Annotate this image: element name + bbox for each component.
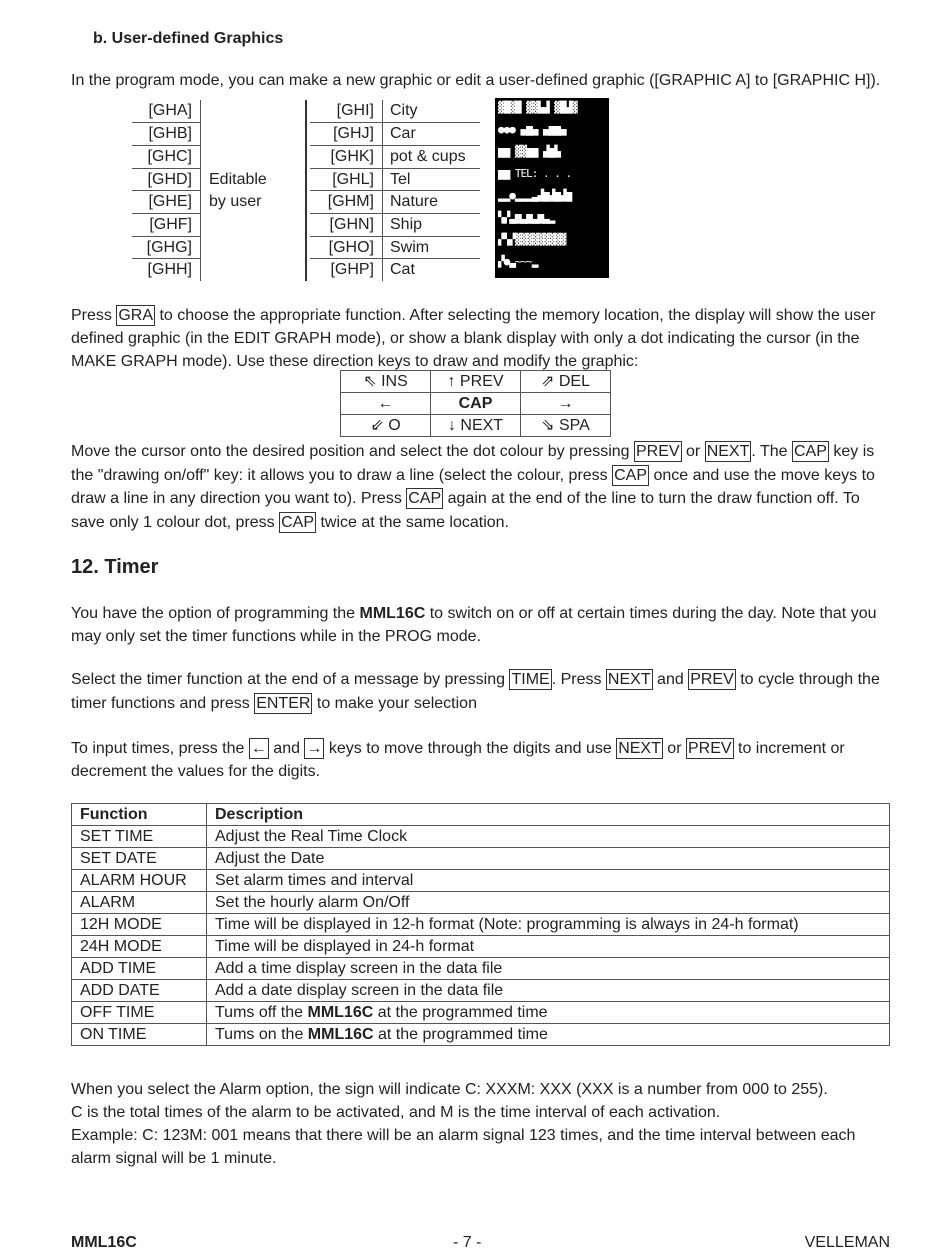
section-heading: b. User-defined Graphics: [93, 30, 284, 47]
preset-code: [GHO]: [328, 239, 374, 256]
table-row: ON TIME Tums on the MML16C at the programmed time: [72, 1024, 890, 1046]
preset-name: Tel: [390, 171, 411, 188]
timer-input-paragraph: To input times, press the ← and → keys to move through the digits and use NEXT or PREV to increment or decrement the values for the digits.: [71, 740, 845, 780]
key-right: →: [521, 393, 611, 415]
editable-code: [GHF]: [149, 216, 192, 233]
preset-code: [GHK]: [330, 148, 374, 165]
editable-code: [GHC]: [147, 148, 192, 165]
editable-label: Editable: [209, 171, 267, 188]
table-row: ALARM HOUR Set alarm times and interval: [72, 870, 890, 892]
key-del: ⇗ DEL: [521, 371, 611, 393]
editable-code: [GHD]: [147, 171, 192, 188]
preset-code: [GHN]: [329, 216, 374, 233]
preset-code: [GHJ]: [333, 125, 374, 142]
alarm-paragraph: When you select the Alarm option, the sign will indicate C: XXXM: XXX (XXX is a number from 000 to 255). C is the total times of the alarm to be activated, and M is the time interval of each activation. Example: C: 123M: 001 means that there will be an alarm signal 123 times, and the time interval between each alarm signal will be 1 minute.: [71, 1081, 856, 1167]
key-o: ⇙ O: [341, 415, 431, 437]
preset-name: Cat: [390, 261, 415, 278]
bitmap-row: ▆▆ ▓▓▆▆ ▟▆▙: [498, 145, 560, 158]
key-gra: GRA: [118, 307, 154, 324]
footer-model: MML16C: [71, 1234, 137, 1251]
bitmap-row: ▆▆ TEL: . . .: [498, 167, 572, 180]
bitmap-row: ▚▞▃▆▃▆▃▆▃▂: [498, 211, 555, 224]
preset-code: [GHP]: [330, 261, 374, 278]
preset-name: City: [390, 102, 418, 119]
preset-code: [GHI]: [336, 102, 374, 119]
bitmap-row: ▞▚▞▓▓▓▓▓▓▓▓▓: [498, 233, 566, 246]
table-row: ALARM Set the hourly alarm On/Off: [72, 892, 890, 914]
direction-keys-table: [340, 370, 611, 437]
preset-name: Ship: [390, 216, 423, 233]
table-row: SET TIME Adjust the Real Time Clock: [72, 826, 890, 848]
table-header: Description: [207, 804, 890, 826]
key-left: ←: [341, 393, 431, 415]
preset-code: [GHL]: [332, 171, 374, 188]
section-heading-timer: 12. Timer: [71, 556, 159, 578]
bitmap-row: ▞●▃~~~▂: [498, 255, 538, 268]
bitmap-row: ▓█▓█ ▓▓▙▟ ▓█▟▓: [498, 101, 577, 114]
editable-code: [GHB]: [148, 125, 192, 142]
editable-code: [GHH]: [147, 261, 192, 278]
preset-name: Nature: [390, 193, 439, 210]
table-row: 24H MODE Time will be displayed in 24-h format: [72, 936, 890, 958]
preset-name: Car: [390, 125, 416, 142]
press-gra-paragraph: Press GRA to choose the appropriate function. After selecting the memory location, the display will show the user defined graphic (in the EDIT GRAPH mode), or show a blank display with only a dot indicating the cursor (in the MAKE GRAPH mode). Use these direction keys to draw and modify the graphic:: [71, 307, 876, 370]
editable-code: [GHA]: [148, 102, 192, 119]
key-cap: CAP: [431, 393, 521, 415]
bitmap-row: ●●● ▄▆▄ ▄▆▆▄: [498, 123, 566, 136]
table-row: OFF TIME Tums off the MML16C at the programmed time: [72, 1002, 890, 1024]
table-row: ADD TIME Add a time display screen in the data file: [72, 958, 890, 980]
key-prev: ↑ PREV: [431, 371, 521, 393]
timer-functions-table: [71, 803, 890, 1046]
key-next: ↓ NEXT: [431, 415, 521, 437]
footer-page-number: - 7 -: [453, 1234, 482, 1251]
footer-brand: VELLEMAN: [804, 1234, 890, 1251]
table-row: SET DATE Adjust the Date: [72, 848, 890, 870]
preset-name: pot & cups: [390, 148, 466, 165]
editable-code: [GHE]: [148, 193, 192, 210]
graphics-bitmap-image: [495, 98, 609, 278]
key-spa: ⇘ SPA: [521, 415, 611, 437]
intro-paragraph: In the program mode, you can make a new graphic or edit a user-defined graphic ([GRAPHIC A] to [GRAPHIC H]).: [71, 72, 881, 89]
table-header: Function: [72, 804, 207, 826]
editable-code: [GHG]: [146, 239, 192, 256]
timer-intro-paragraph: You have the option of programming the MML16C to switch on or off at certain times during the day. Note that you may only set the timer functions while in the PROG mode.: [71, 605, 877, 645]
bitmap-row: ▂▂●▂▂▂▃▟▆▟▆▟▆: [498, 189, 572, 202]
move-cursor-paragraph: Move the cursor onto the desired position and select the dot colour by pressing PREV or NEXT . The CAP key is the "drawing on/off" key: it allows you to draw a line (select the colour, press CAP once and use the move keys to draw a line in any direction you want to). Press CAP again at the end of the line to turn the draw function off. To save only 1 colour dot, press CAP twice at the same location.: [71, 443, 875, 531]
table-row: 12H MODE Time will be displayed in 12-h format (Note: programming is always in 24-h format): [72, 914, 890, 936]
preset-code: [GHM]: [327, 193, 374, 210]
preset-name: Swim: [390, 239, 430, 256]
timer-select-paragraph: Select the timer function at the end of a message by pressing TIME . Press NEXT and PREV to cycle through the timer functions and press ENTER to make your selection: [71, 671, 880, 712]
editable-label: by user: [209, 193, 262, 210]
key-ins: ⇖ INS: [341, 371, 431, 393]
table-row: ADD DATE Add a date display screen in the data file: [72, 980, 890, 1002]
